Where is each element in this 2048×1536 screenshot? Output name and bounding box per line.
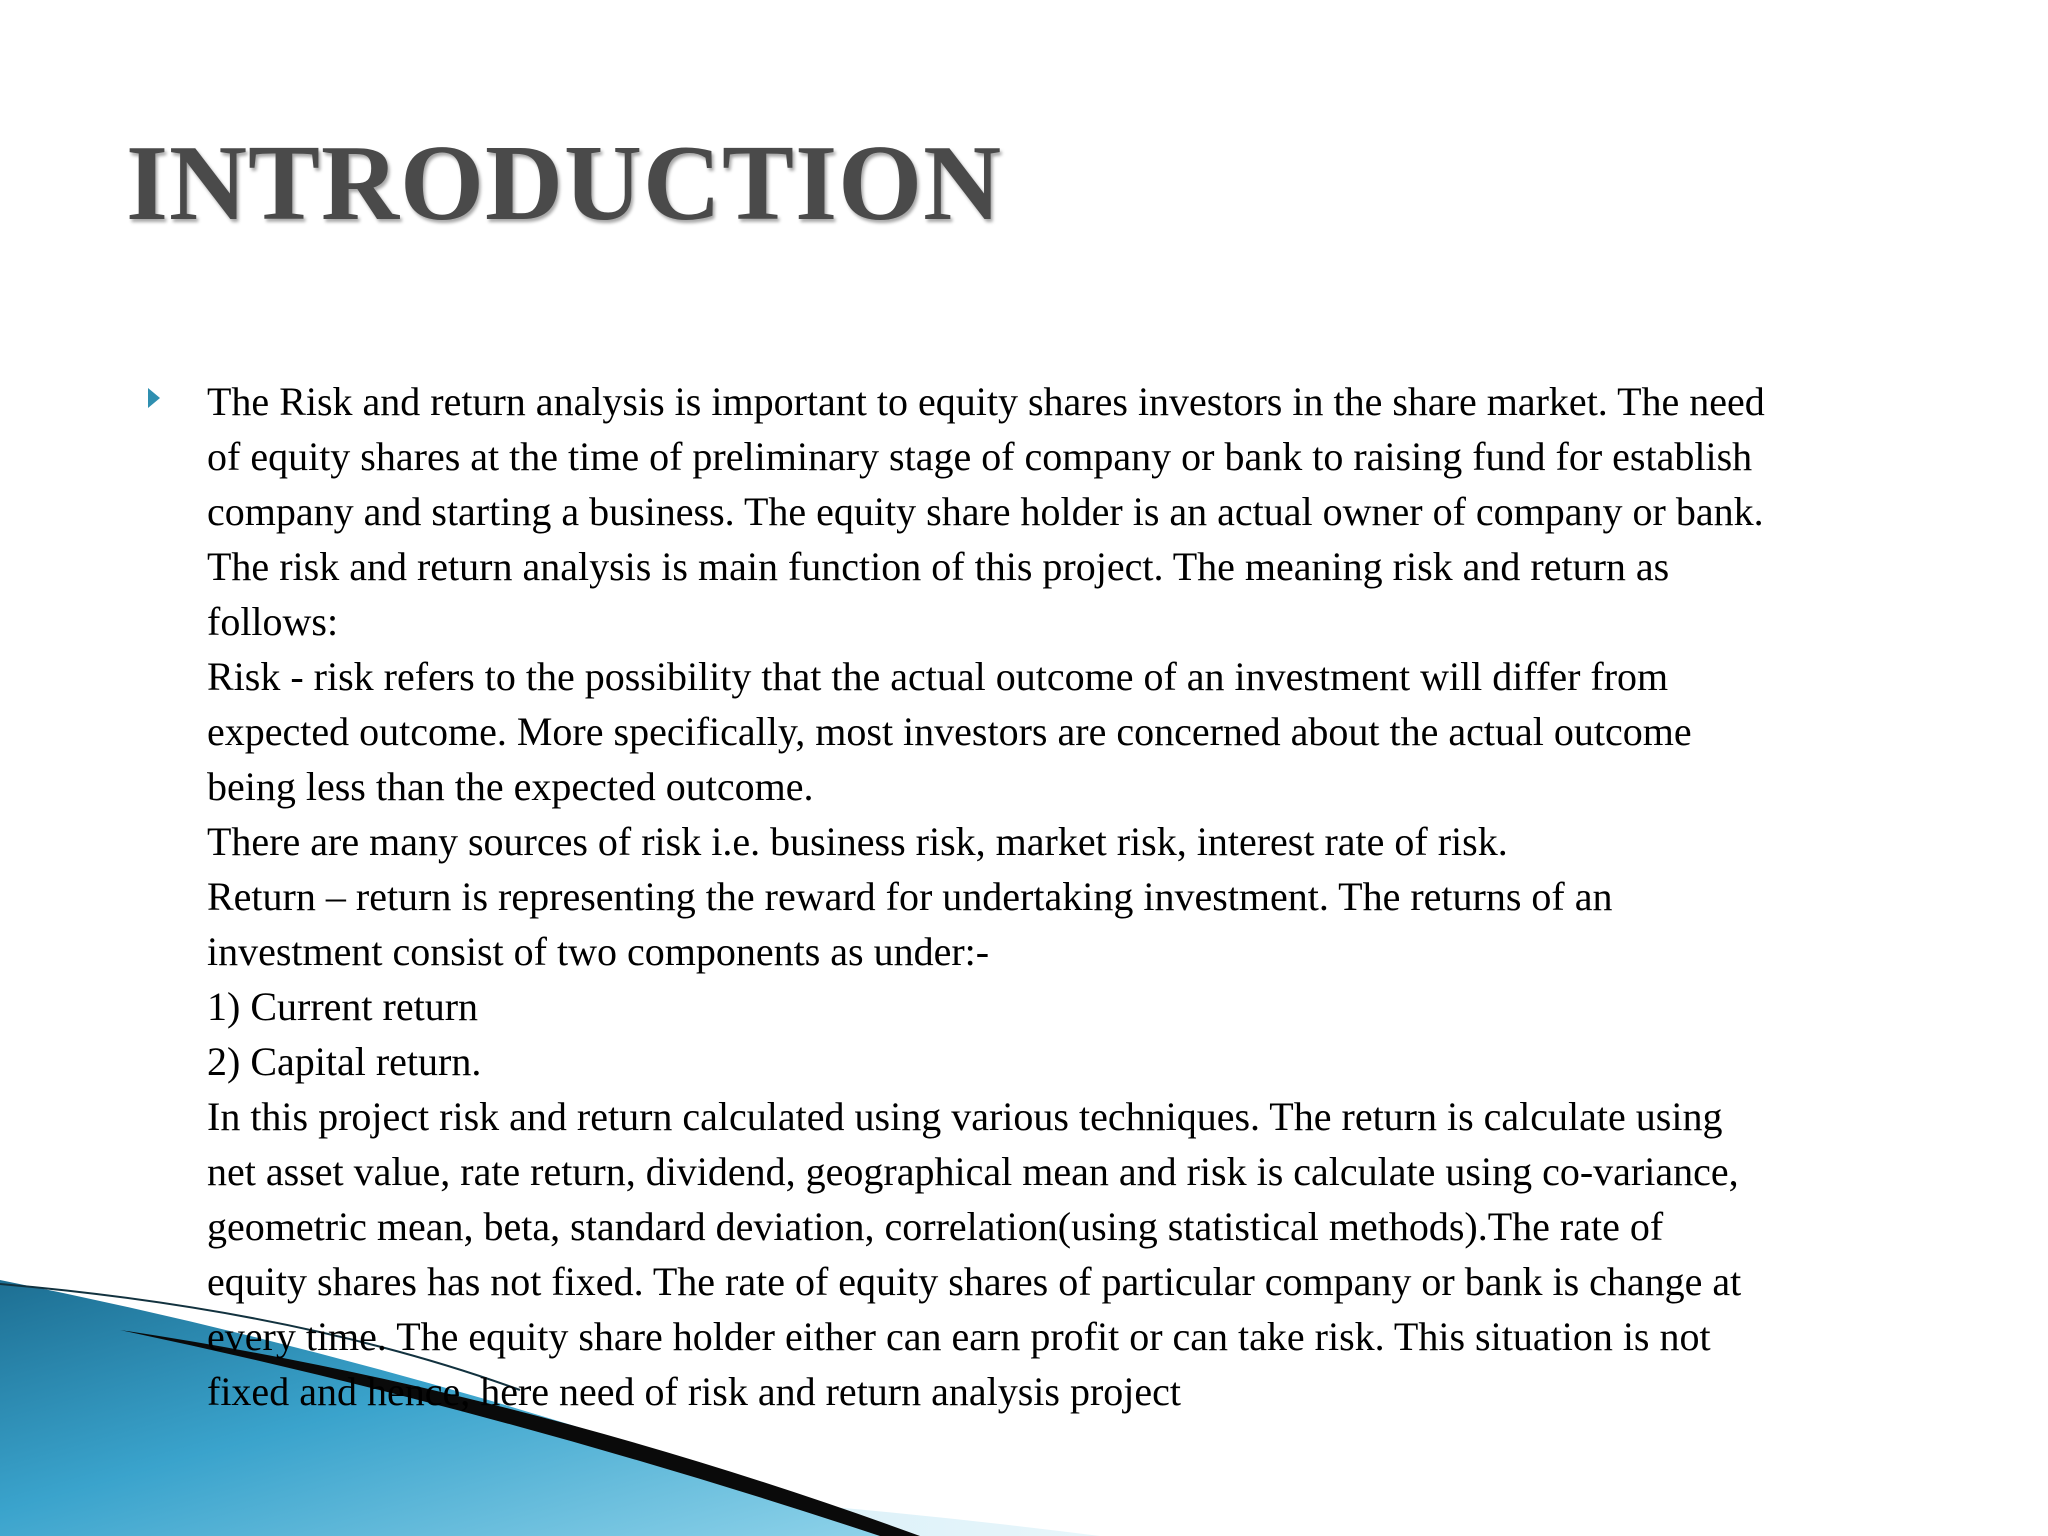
- body-line: equity shares has not fixed. The rate of equity shares of particular company or bank is change at: [207, 1259, 1742, 1304]
- body-line: fixed and hence, here need of risk and return analysis project: [207, 1369, 1182, 1414]
- body-line: 1) Current return: [207, 984, 479, 1029]
- body-line: There are many sources of risk i.e. business risk, market risk, interest rate of risk.: [207, 819, 1508, 864]
- body-line: of equity shares at the time of preliminary stage of company or bank to raising fund for establish: [207, 434, 1753, 479]
- body-line: net asset value, rate return, dividend, geographical mean and risk is calculate using co-variance,: [207, 1149, 1739, 1194]
- slide-body-text: [207, 374, 2007, 1419]
- body-line: 2) Capital return.: [207, 1039, 482, 1084]
- body-line: Return – return is representing the reward for undertaking investment. The returns of an: [207, 874, 1613, 919]
- body-line: being less than the expected outcome.: [207, 764, 814, 809]
- body-line: investment consist of two components as under:-: [207, 929, 990, 974]
- body-line: In this project risk and return calculated using various techniques. The return is calculate using: [207, 1094, 1723, 1139]
- body-line: every time. The equity share holder either can earn profit or can take risk. This situation is not: [207, 1314, 1711, 1359]
- body-line: geometric mean, beta, standard deviation, correlation(using statistical methods).The rate of: [207, 1204, 1664, 1249]
- body-line: The Risk and return analysis is important to equity shares investors in the share market. The need: [207, 379, 1765, 424]
- slide-title: INTRODUCTION: [126, 124, 1003, 243]
- body-line: Risk - risk refers to the possibility that the actual outcome of an investment will differ from: [207, 654, 1669, 699]
- body-line: The risk and return analysis is main function of this project. The meaning risk and return as: [207, 544, 1670, 589]
- body-line: follows:: [207, 599, 339, 644]
- body-line: expected outcome. More specifically, most investors are concerned about the actual outcome: [207, 709, 1692, 754]
- body-line: company and starting a business. The equity share holder is an actual owner of company or bank.: [207, 489, 1764, 534]
- triangle-right-bullet-icon: [148, 388, 160, 408]
